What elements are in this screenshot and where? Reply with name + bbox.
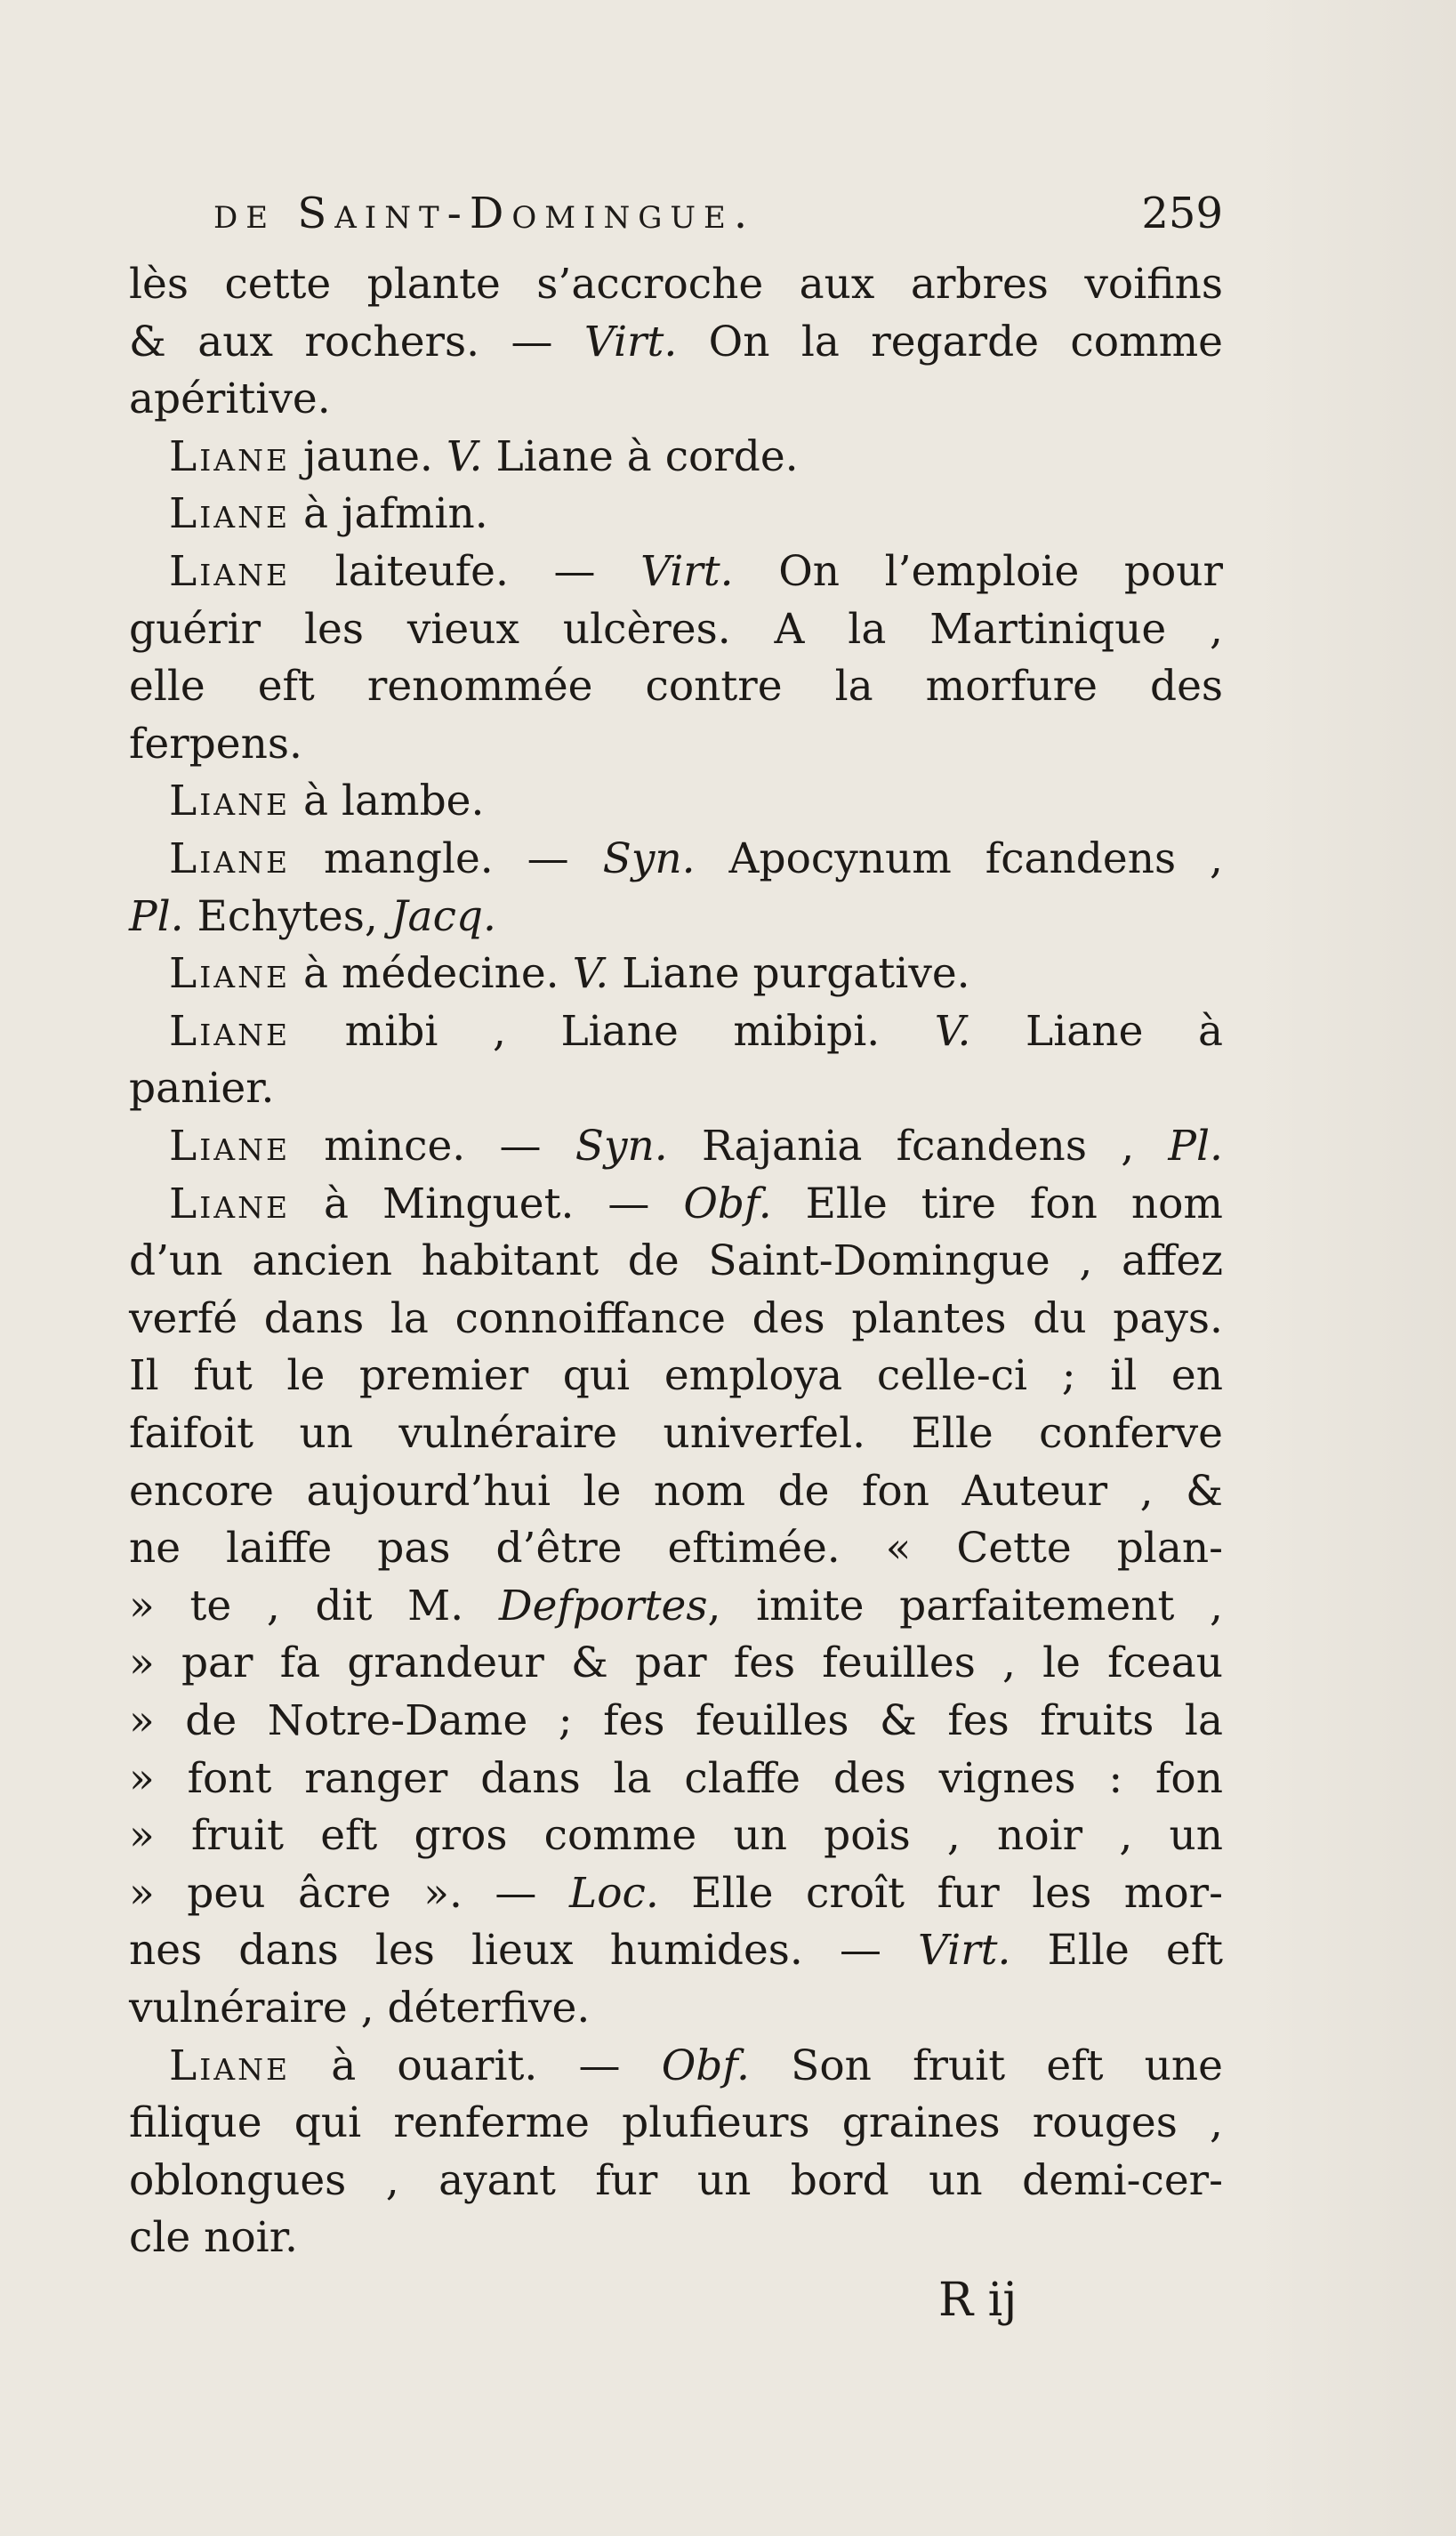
text-line — [129, 256, 1223, 313]
text-line — [129, 1922, 1223, 1979]
text-line — [129, 601, 1223, 658]
page-edge-shading — [1251, 0, 1456, 2536]
entry-headword: Liane — [169, 1179, 291, 1228]
italic-abbreviation: V. — [446, 431, 483, 481]
entry-headword: Liane — [169, 2041, 291, 2090]
italic-abbreviation: Virt. — [583, 317, 678, 366]
italic-abbreviation: V. — [572, 949, 609, 999]
text-segment: Rajania fcandens , — [667, 1122, 1169, 1171]
text-line — [169, 429, 1223, 486]
text-line — [129, 314, 1223, 371]
text-line — [129, 371, 1223, 428]
text-segment: » peu âcre ». — — [129, 1868, 569, 1918]
text-line — [169, 1118, 1223, 1175]
text-line — [129, 1520, 1223, 1577]
text-line — [129, 716, 1223, 773]
text-segment: Liane à — [970, 1006, 1224, 1056]
text-line — [169, 946, 1223, 1002]
text-segment: Il fut le premier qui employa celle-ci ; il en — [129, 1351, 1223, 1401]
entry-headword: Liane — [169, 949, 291, 999]
italic-abbreviation: Defportes — [498, 1581, 708, 1630]
text-segment: à Minguet. — — [290, 1179, 684, 1228]
text-segment: filique qui renferme plufieurs graines rouges , — [129, 2098, 1223, 2148]
text-segment: verfé dans la connoiffance des plantes du pays. — [129, 1293, 1223, 1343]
signature-mark: R ij — [938, 2274, 1018, 2327]
text-line — [129, 2153, 1223, 2210]
text-segment: mince. — — [290, 1122, 575, 1171]
text-segment: Elle croît fur les mor- — [658, 1868, 1223, 1918]
entry-headword: Liane — [169, 1006, 291, 1056]
text-line — [129, 1578, 1223, 1635]
italic-abbreviation: Pl. — [1168, 1122, 1223, 1171]
text-segment: nes dans les lieux humides. — — [129, 1926, 919, 1976]
text-segment: Elle tire fon nom — [771, 1179, 1223, 1228]
text-segment: vulnéraire , déterfive. — [129, 1984, 591, 2033]
text-line — [129, 889, 1223, 946]
text-segment: jaune. — [290, 431, 446, 481]
text-segment: cle noir. — [129, 2213, 298, 2263]
text-line — [129, 1635, 1223, 1692]
text-line — [129, 1405, 1223, 1462]
text-segment: à jafmin. — [290, 489, 488, 539]
text-line — [129, 1348, 1223, 1405]
text-line — [129, 1693, 1223, 1750]
text-segment: mibi , Liane mibipi. — [290, 1006, 935, 1056]
text-segment: Apocynum fcandens , — [695, 834, 1223, 883]
text-segment: Echytes, — [183, 891, 391, 941]
text-segment: Son fruit eft une — [750, 2041, 1223, 2090]
italic-abbreviation: V. — [934, 1006, 971, 1056]
text-segment: » te , dit M. — [129, 1581, 499, 1630]
text-line — [129, 1751, 1223, 1807]
entry-headword: Liane — [169, 777, 291, 826]
text-line — [129, 1291, 1223, 1348]
italic-abbreviation: Pl. — [129, 891, 184, 941]
entry-headword: Liane — [169, 547, 291, 596]
text-segment: » fruit eft gros comme un pois , noir , un — [129, 1811, 1223, 1861]
entry-headword: Liane — [169, 489, 291, 539]
entry-headword: Liane — [169, 1122, 291, 1171]
text-segment: » de Notre-Dame ; fes feuilles & fes fruits la — [129, 1696, 1223, 1745]
entry-headword: Liane — [169, 431, 291, 481]
text-segment: guérir les vieux ulcères. A la Martinique , — [129, 604, 1223, 654]
text-segment: , imite parfaitement , — [707, 1581, 1223, 1630]
text-segment: apéritive. — [129, 374, 331, 424]
text-segment: » font ranger dans la claffe des vignes : fon — [129, 1753, 1223, 1803]
text-line — [129, 1865, 1223, 1922]
text-line — [169, 1176, 1223, 1233]
text-segment: Elle eft — [1010, 1926, 1223, 1976]
italic-abbreviation: Syn. — [602, 834, 696, 883]
page-number: 259 — [1141, 189, 1223, 238]
text-line — [129, 1233, 1223, 1290]
text-line — [129, 1980, 1223, 2037]
text-segment: laiteufe. — — [290, 547, 641, 596]
text-line — [129, 658, 1223, 715]
text-segment: Liane à corde. — [482, 431, 799, 481]
text-line — [169, 486, 1223, 543]
italic-abbreviation: Loc. — [568, 1868, 659, 1918]
text-segment: ferpens. — [129, 719, 302, 769]
text-line — [129, 1060, 1223, 1117]
running-title: de Saint-Domingue. — [213, 189, 756, 238]
text-segment: panier. — [129, 1064, 275, 1114]
italic-abbreviation: Obf. — [683, 1179, 772, 1228]
text-segment: à lambe. — [290, 777, 485, 826]
text-segment: & aux rochers. — — [129, 317, 584, 366]
italic-abbreviation: Jacq. — [390, 891, 496, 941]
text-segment: elle eft renommée contre la morfure des — [129, 662, 1223, 712]
entry-headword: Liane — [169, 834, 291, 883]
text-segment: lès cette plante s’accroche aux arbres voifins — [129, 260, 1223, 309]
text-line — [169, 543, 1223, 600]
italic-abbreviation: Obf. — [661, 2041, 750, 2090]
text-line — [169, 2038, 1223, 2095]
running-head — [213, 187, 1223, 240]
text-segment: Liane purgative. — [608, 949, 970, 999]
text-segment: à ouarit. — — [290, 2041, 662, 2090]
text-line — [129, 1807, 1223, 1864]
text-segment: On la regarde comme — [677, 317, 1223, 366]
text-segment: On l’emploie pour — [733, 547, 1224, 596]
text-line — [169, 831, 1223, 888]
text-segment: encore aujourd’hui le nom de fon Auteur , & — [129, 1466, 1223, 1516]
text-segment: faifoit un vulnéraire univerfel. Elle conferve — [129, 1409, 1223, 1458]
italic-abbreviation: Syn. — [575, 1122, 668, 1171]
text-line — [129, 2210, 1223, 2266]
italic-abbreviation: Virt. — [918, 1926, 1011, 1976]
italic-abbreviation: Virt. — [640, 547, 734, 596]
text-line — [129, 2095, 1223, 2152]
text-segment: » par fa grandeur & par fes feuilles , le fceau — [129, 1638, 1223, 1688]
text-line — [169, 1003, 1223, 1060]
text-segment: ne laiffe pas d’être eftimée. « Cette plan- — [129, 1524, 1223, 1574]
text-line — [129, 1463, 1223, 1520]
text-line — [169, 773, 1223, 830]
text-segment: d’un ancien habitant de Saint-Domingue , affez — [129, 1236, 1223, 1286]
text-segment: mangle. — — [290, 834, 603, 883]
text-segment: à médecine. — [290, 949, 573, 999]
text-segment: oblongues , ayant fur un bord un demi-cer- — [129, 2155, 1223, 2205]
